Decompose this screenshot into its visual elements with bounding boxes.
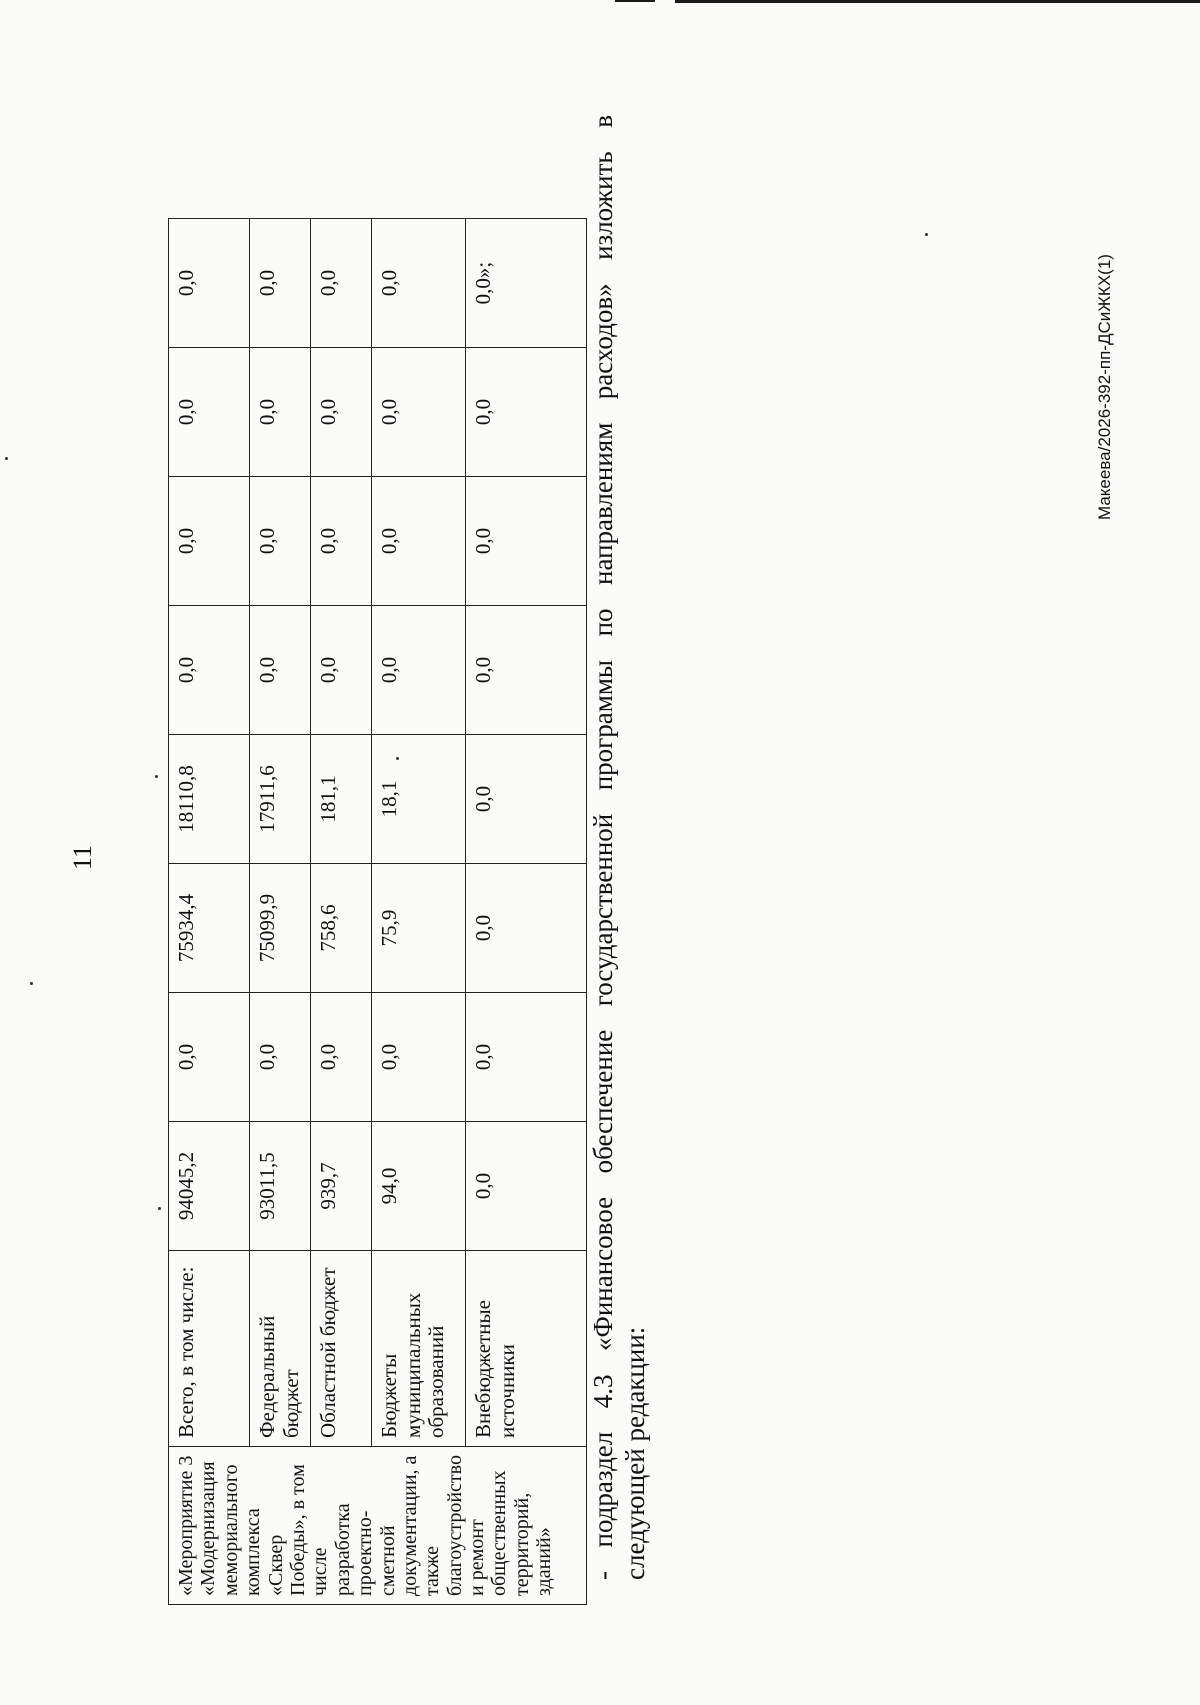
document-footer-code: Макеева/2026-392-пп-ДСиЖКХ(1) <box>1095 254 1114 520</box>
table-row <box>466 219 587 1605</box>
value-cell: 0,0 <box>250 993 311 1122</box>
value-cell: 0,0 <box>466 735 587 864</box>
value-cell: 94045,2 <box>169 1122 250 1251</box>
source-cell: Федеральный бюджет <box>250 1251 311 1447</box>
value-cell: 75934,4 <box>169 864 250 993</box>
activity-cell: «Мероприятие 3 «Модернизация мемориального комплекса «Сквер Победы», в том числе разработка проектно-сметной документации, а также благоустройство и ремонт общественных территорий, зданий» <box>169 1447 587 1605</box>
value-cell: 18,1 <box>372 735 466 864</box>
value-cell: 75,9 <box>372 864 466 993</box>
value-cell: 0,0 <box>311 348 372 477</box>
value-cell: 94,0 <box>372 1122 466 1251</box>
value-cell: 0,0 <box>372 993 466 1122</box>
value-cell: 0,0 <box>311 993 372 1122</box>
paragraph-line-2: следующей редакции: <box>620 1326 650 1580</box>
table-row <box>169 219 250 1605</box>
table-row <box>372 219 466 1605</box>
value-cell: 0,0 <box>169 993 250 1122</box>
value-cell: 0,0 <box>311 219 372 348</box>
value-cell: 939,7 <box>311 1122 372 1251</box>
value-cell: 0,0 <box>466 348 587 477</box>
page-number: 11 <box>68 844 97 870</box>
value-cell: 0,0 <box>466 864 587 993</box>
value-cell: 0,0 <box>250 219 311 348</box>
value-cell: 0,0»; <box>466 219 587 348</box>
source-cell: Внебюджетные источники <box>466 1251 587 1447</box>
value-cell: 0,0 <box>372 477 466 606</box>
value-cell: 18110,8 <box>169 735 250 864</box>
value-cell: 0,0 <box>250 348 311 477</box>
value-cell: 0,0 <box>311 606 372 735</box>
source-cell: Всего, в том числе: <box>169 1251 250 1447</box>
table-row <box>250 219 311 1605</box>
source-cell: Бюджеты муниципальных образований <box>372 1251 466 1447</box>
value-cell: 0,0 <box>169 606 250 735</box>
paragraph-line-1: - подраздел 4.3 «Финансовое обеспечение государственной программы по направлениям расходов» изложить в <box>588 115 618 1580</box>
value-cell: 17911,6 <box>250 735 311 864</box>
value-cell: 0,0 <box>466 993 587 1122</box>
value-cell: 93011,5 <box>250 1122 311 1251</box>
value-cell: 0,0 <box>250 606 311 735</box>
value-cell: 0,0 <box>372 606 466 735</box>
value-cell: 0,0 <box>169 219 250 348</box>
value-cell: 0,0 <box>169 348 250 477</box>
value-cell: 0,0 <box>311 477 372 606</box>
value-cell: 0,0 <box>466 606 587 735</box>
value-cell: 0,0 <box>372 219 466 348</box>
value-cell: 181,1 <box>311 735 372 864</box>
value-cell: 75099,9 <box>250 864 311 993</box>
value-cell: 0,0 <box>466 1122 587 1251</box>
value-cell: 0,0 <box>372 348 466 477</box>
value-cell: 0,0 <box>250 477 311 606</box>
value-cell: 758,6 <box>311 864 372 993</box>
value-cell: 0,0 <box>169 477 250 606</box>
financing-table <box>168 218 587 1605</box>
source-cell: Областной бюджет <box>311 1251 372 1447</box>
table-row <box>311 219 372 1605</box>
value-cell: 0,0 <box>466 477 587 606</box>
